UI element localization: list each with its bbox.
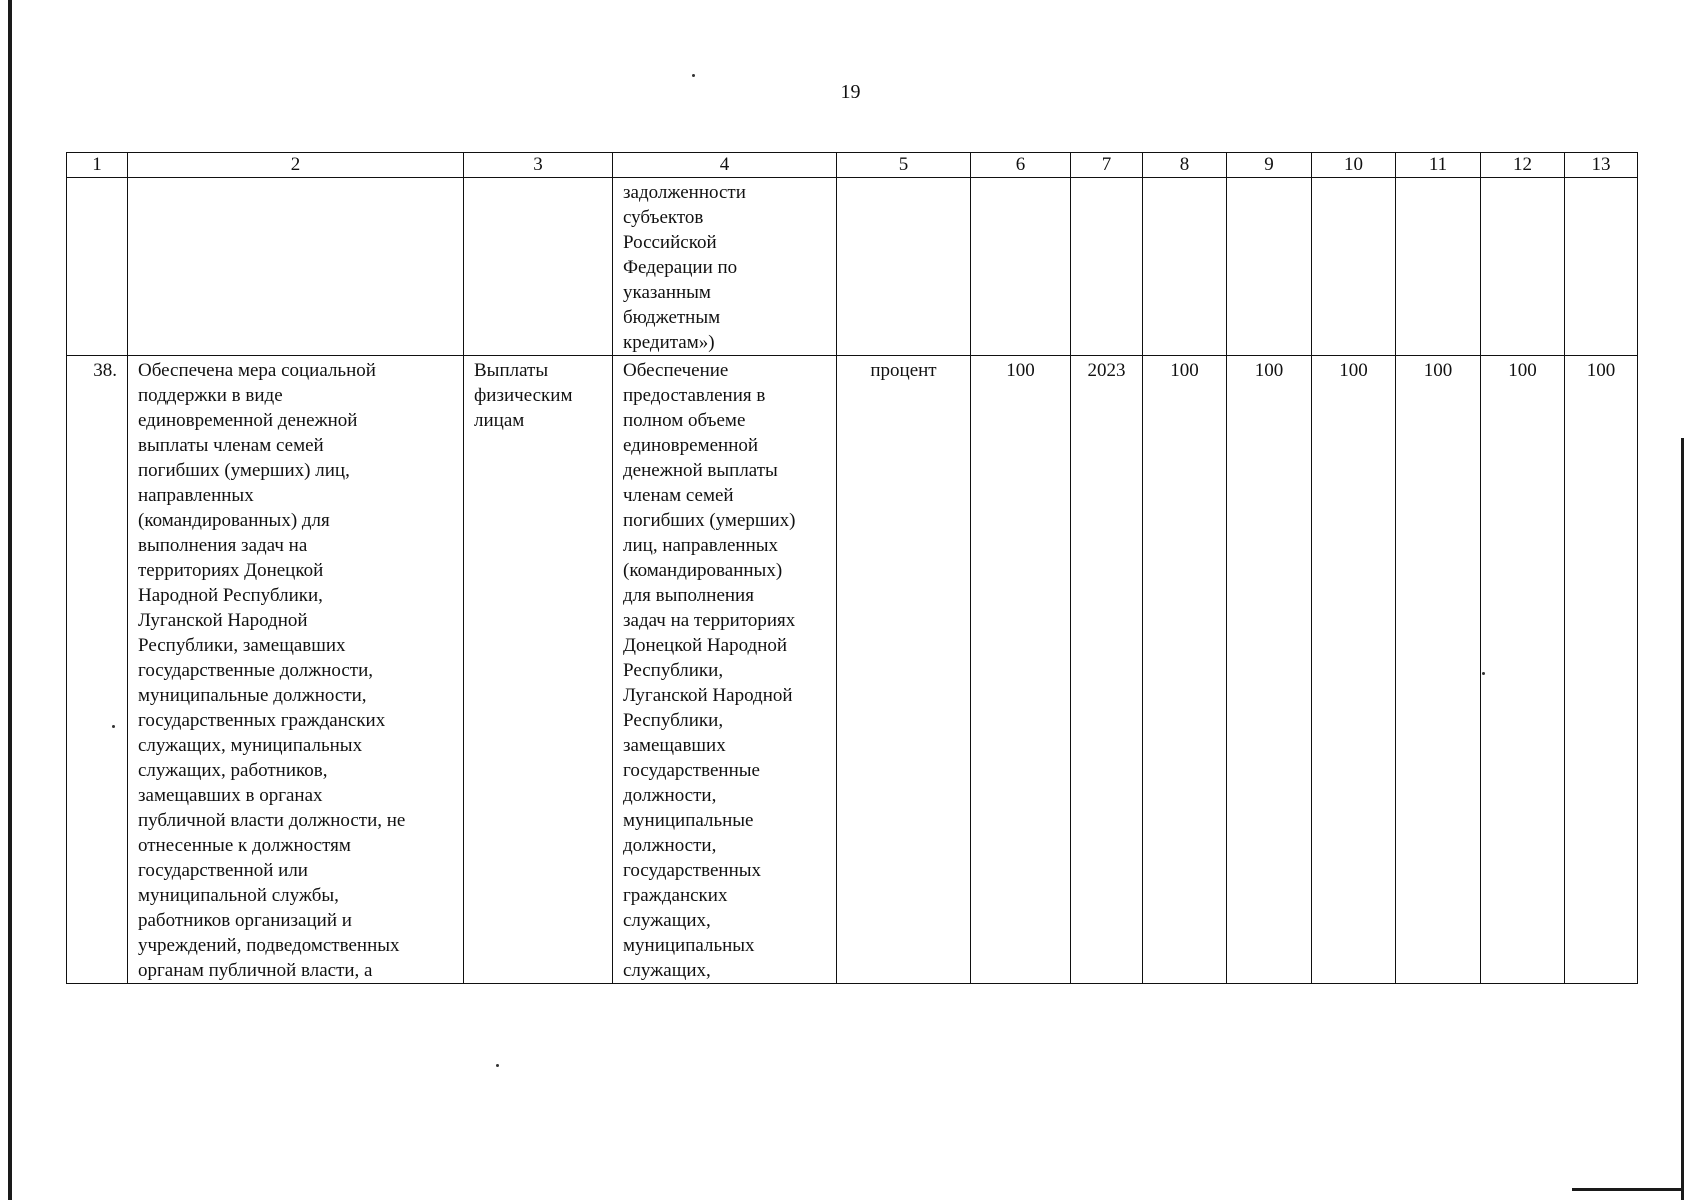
page-number: 19 (840, 81, 861, 103)
value-cell: 100 (1396, 356, 1481, 984)
table-cell (1312, 178, 1396, 356)
table-cell (1227, 178, 1312, 356)
header-cell: 4 (613, 153, 837, 178)
header-cell: 1 (67, 153, 128, 178)
continuation-row (67, 178, 1638, 356)
header-cell: 11 (1396, 153, 1481, 178)
value-cell: 100 (1143, 356, 1227, 984)
table-cell (837, 178, 971, 356)
header-cell: 12 (1481, 153, 1565, 178)
header-cell: 6 (971, 153, 1071, 178)
table-cell (971, 178, 1071, 356)
header-cell: 8 (1143, 153, 1227, 178)
table-cell (464, 178, 613, 356)
table-cell (1565, 178, 1638, 356)
continuation-text: задолженности субъектов Российской Федерации по указанным бюджетным кредитам») (613, 178, 837, 356)
result-description: Обеспечение предоставления в полном объеме единовременной денежной выплаты членам семей погибших (умерших) лиц, направленных (командированных) для выполнения задач на территориях Донецкой Народной Республики, Луганской Народной Республики, замещавших государственные должности, муниципальные должности, государственных гражданских служащих, муниципальных служащих, (613, 356, 837, 984)
scan-speck (692, 74, 695, 77)
table-cell (1481, 178, 1565, 356)
table-row-38 (67, 356, 1638, 984)
header-cell: 10 (1312, 153, 1396, 178)
scan-edge-bottom (1572, 1188, 1684, 1191)
value-cell: 100 (1481, 356, 1565, 984)
table-cell (1071, 178, 1143, 356)
header-cell: 7 (1071, 153, 1143, 178)
table-cell (67, 178, 128, 356)
base-value-cell: 100 (971, 356, 1071, 984)
table-cell (1396, 178, 1481, 356)
unit-cell: процент (837, 356, 971, 984)
header-cell: 5 (837, 153, 971, 178)
scan-speck (496, 1064, 499, 1067)
header-cell: 13 (1565, 153, 1638, 178)
value-cell: 100 (1227, 356, 1312, 984)
scan-edge-right (1681, 438, 1684, 1200)
scan-edge-left (8, 0, 12, 1200)
table-cell (1143, 178, 1227, 356)
result-name: Обеспечена мера социальной поддержки в виде единовременной денежной выплаты членам семей погибших (умерших) лиц, направленных (командированных) для выполнения задач на территориях Донецкой Народной Республики, Луганской Народной Республики, замещавших государственные должности, муниципальные должности, государственных гражданских служащих, муниципальных служащих, работников, замещавших в органах публичной власти должности, не отнесенные к должностям государственной или муниципальной службы, работников организаций и учреждений, подведомственных органам публичной власти, а (128, 356, 464, 984)
header-cell: 3 (464, 153, 613, 178)
header-row (67, 153, 1638, 178)
base-year-cell: 2023 (1071, 356, 1143, 984)
value-cell: 100 (1312, 356, 1396, 984)
indicator-table (66, 152, 1638, 984)
row-number: 38. (67, 356, 128, 984)
value-cell: 100 (1565, 356, 1638, 984)
header-cell: 2 (128, 153, 464, 178)
header-cell: 9 (1227, 153, 1312, 178)
table-cell (128, 178, 464, 356)
result-type: Выплаты физическим лицам (464, 356, 613, 984)
